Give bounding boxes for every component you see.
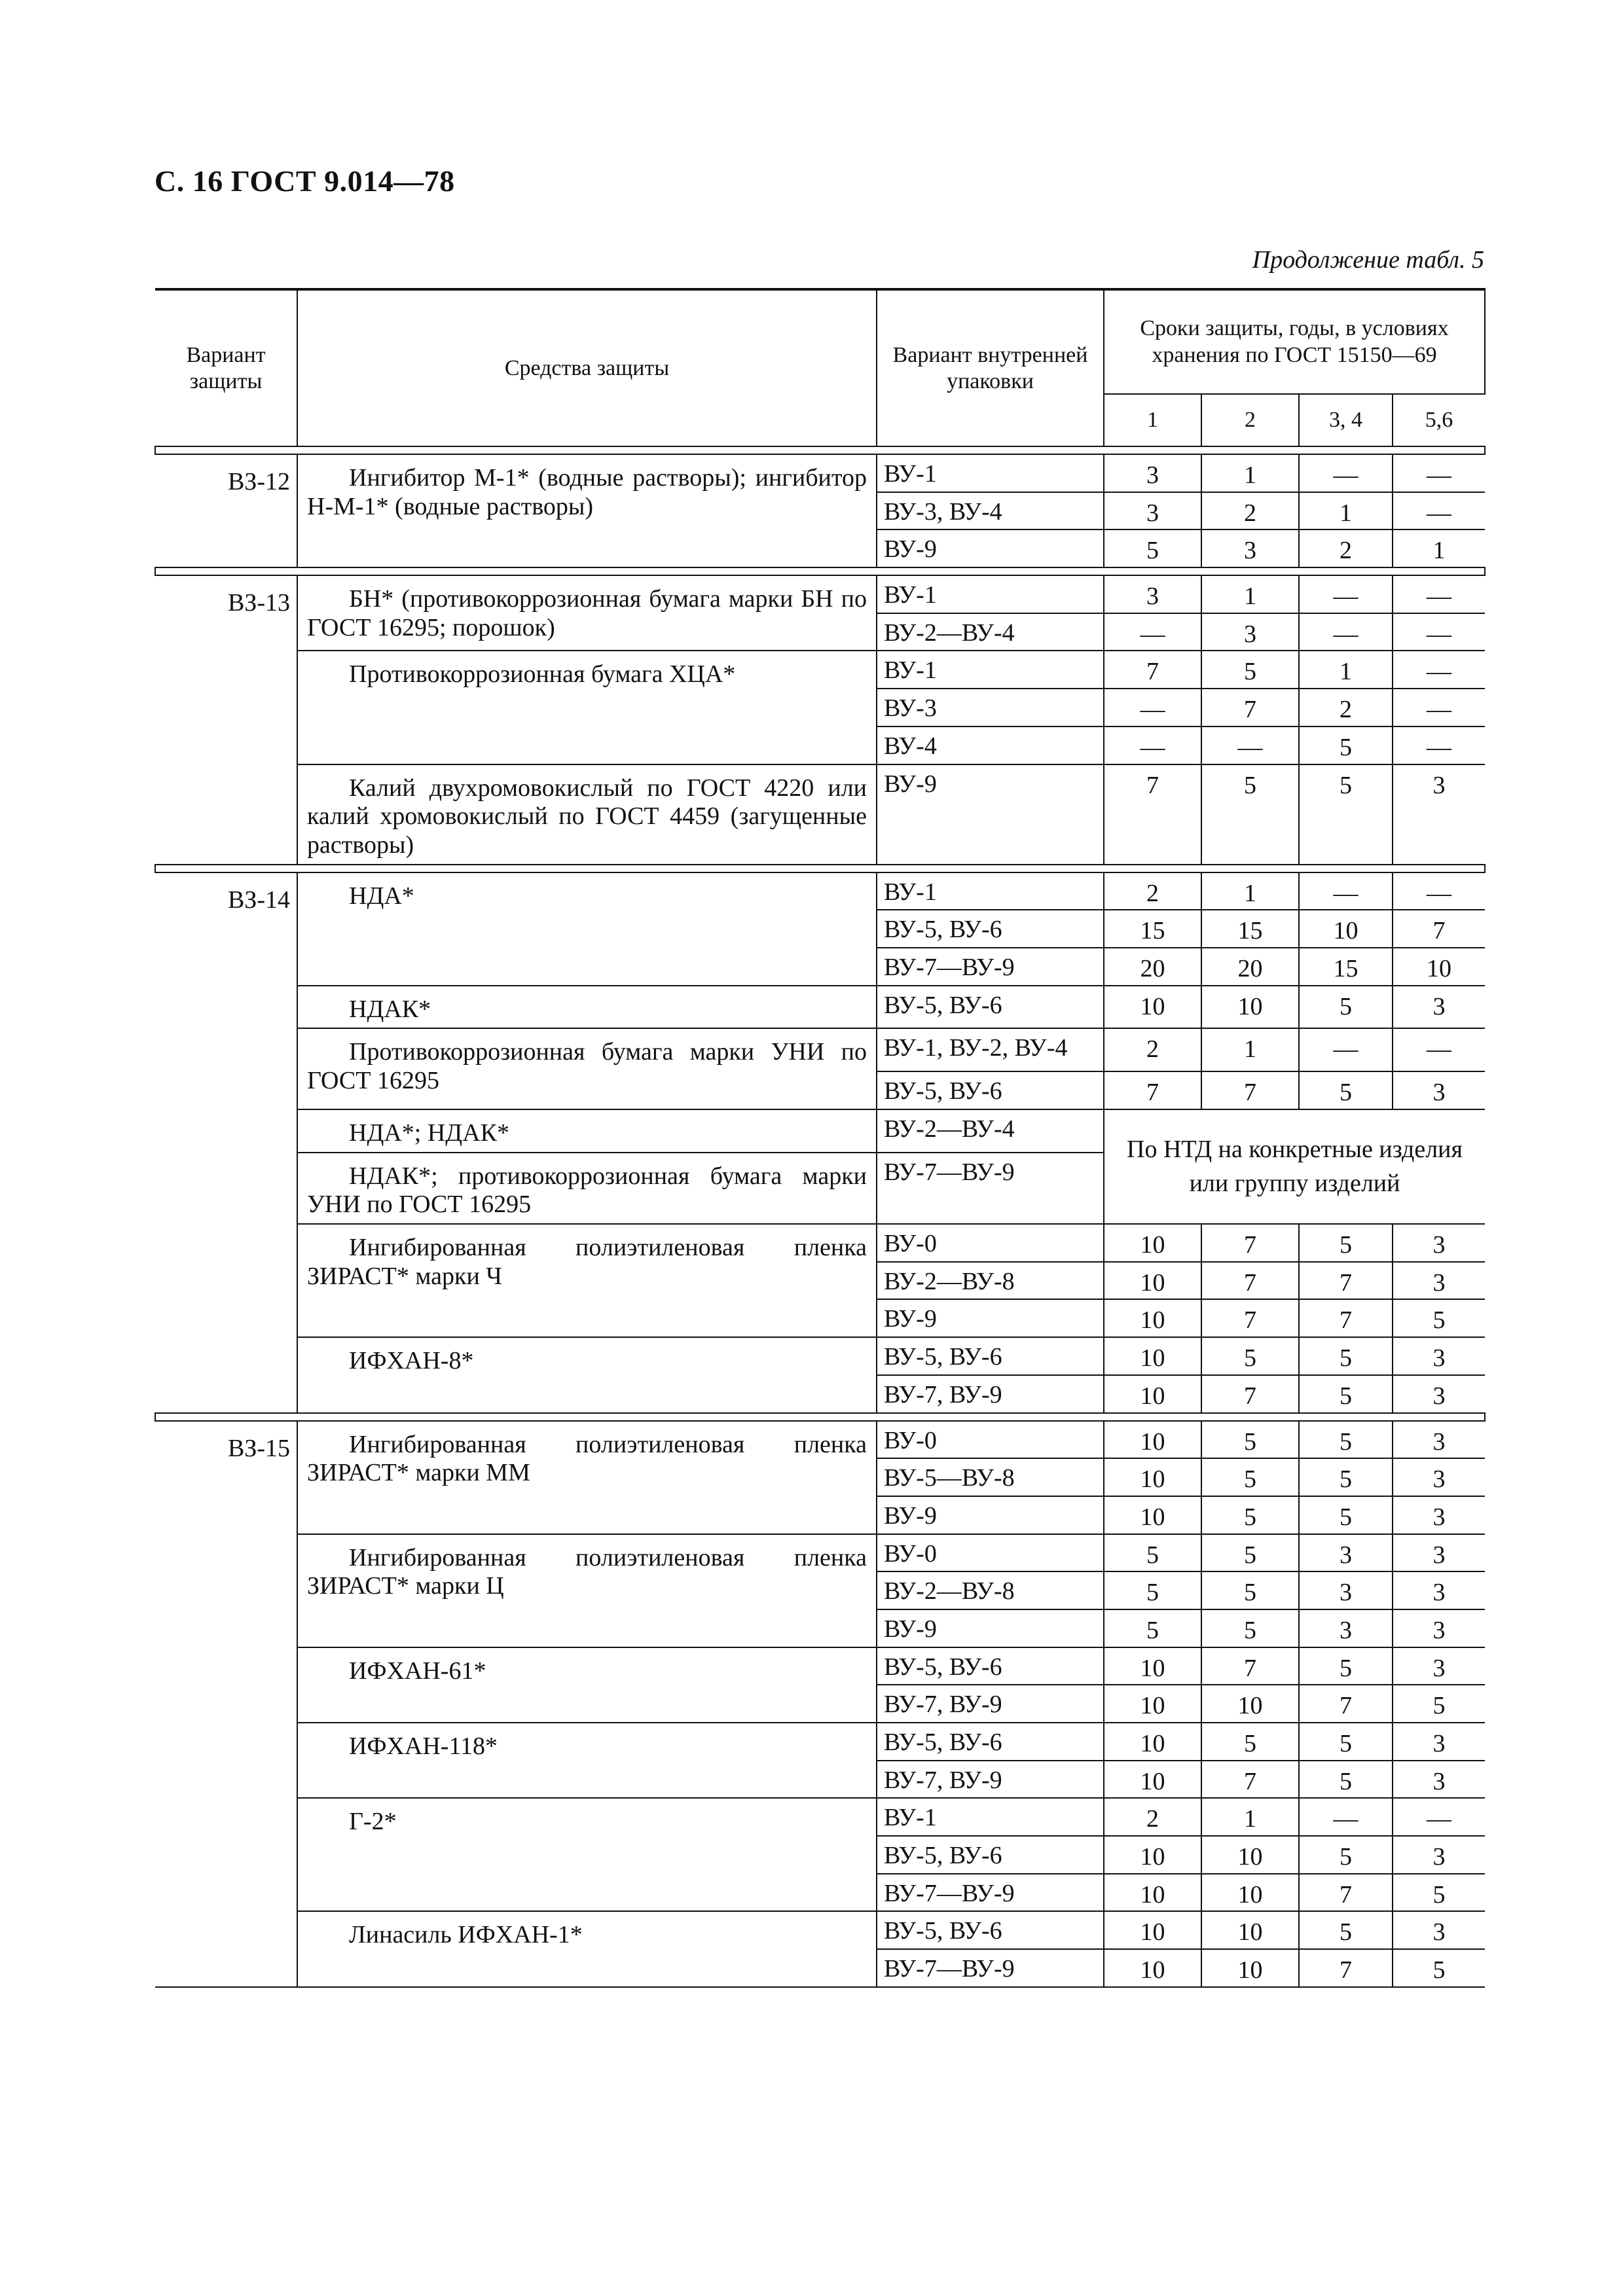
header-condition: 2 [1201,394,1299,446]
protection-period-value: 10 [1104,1723,1201,1761]
protection-means-cell [297,1723,877,1798]
protection-period-value: 3 [1393,1911,1485,1949]
protection-period-value: 5 [1201,764,1299,865]
protection-period-value: 5 [1299,1836,1393,1874]
protection-period-value: 7 [1104,764,1201,865]
packaging-variant-cell: ВУ-5, ВУ-6 [877,1071,1104,1109]
packaging-variant-cell: ВУ-2—ВУ-4 [877,1109,1104,1153]
protection-period-value: 15 [1201,910,1299,948]
protection-period-value: — [1393,1798,1485,1836]
protection-period-value: 5 [1104,1609,1201,1647]
separator-cell [155,1413,1485,1421]
protection-period-value: — [1393,689,1485,726]
protection-period-value: — [1393,726,1485,764]
protection-period-value: 10 [1104,1836,1201,1874]
table-row [155,1224,1485,1262]
protection-means-cell [297,986,877,1029]
table-row [155,764,1485,865]
protection-means-text: НДАК* [349,995,431,1023]
protection-table [155,288,1486,1988]
protection-period-value: — [1104,726,1201,764]
protection-period-value: 10 [1104,1949,1201,1987]
protection-period-value: 10 [1201,1836,1299,1874]
header-condition: 1 [1104,394,1201,446]
protection-period-value: 5 [1299,1337,1393,1375]
protection-period-value: 5 [1201,1723,1299,1761]
protection-period-value: 1 [1201,1798,1299,1836]
protection-means-cell [297,1798,877,1911]
protection-means-text: НДАК*; противокоррозионная бумага марки УНИ по ГОСТ 16295 [307,1162,867,1219]
protection-period-value: 3 [1393,1836,1485,1874]
packaging-variant-cell: ВУ-3, ВУ-4 [877,492,1104,530]
protection-period-value: 7 [1299,1262,1393,1300]
protection-period-value: 5 [1299,764,1393,865]
header-variant: Вариант защиты [155,289,297,446]
header-means: Средства защиты [297,289,877,446]
packaging-variant-cell: ВУ-5, ВУ-6 [877,1337,1104,1375]
protection-means-cell [297,1109,877,1153]
protection-period-value: 5 [1201,1571,1299,1609]
packaging-variant-cell: ВУ-5, ВУ-6 [877,910,1104,948]
table-row [155,1421,1485,1459]
protection-period-value: 5 [1299,1421,1393,1459]
protection-period-value: 5 [1299,1723,1393,1761]
packaging-variant-cell: ВУ-1 [877,1798,1104,1836]
protection-period-value: 5 [1104,1571,1201,1609]
protection-period-value: 3 [1393,1534,1485,1572]
protection-period-value: 5 [1299,1911,1393,1949]
protection-period-value: — [1393,1028,1485,1071]
protection-period-value: 7 [1201,1262,1299,1300]
protection-period-value: 10 [1104,1496,1201,1534]
protection-period-value: 7 [1299,1949,1393,1987]
group-separator [155,865,1485,872]
protection-period-value: — [1299,1798,1393,1836]
protection-period-value: 10 [1393,948,1485,986]
protection-period-value: 5 [1299,726,1393,764]
protection-period-value: 10 [1104,1421,1201,1459]
protection-period-value: 3 [1201,529,1299,567]
protection-period-value: 3 [1299,1571,1393,1609]
protection-period-value: 10 [1104,1458,1201,1496]
protection-means-text: Ингибитор М-1* (водные растворы); ингибитор Н-М-1* (водные растворы) [307,464,867,520]
protection-period-value: 10 [1104,1337,1201,1375]
protection-means-cell [297,454,877,567]
header-packaging: Вариант внутренней упаковки [877,289,1104,446]
protection-variant-cell: ВЗ-12 [155,454,297,567]
packaging-variant-cell: ВУ-5—ВУ-8 [877,1458,1104,1496]
protection-period-value: 1 [1201,872,1299,910]
header-protection-period: Сроки защиты, годы, в условиях хранения по ГОСТ 15150—69 [1104,289,1485,394]
protection-means-text: Калий двухромовокислый по ГОСТ 4220 или калий хромовокислый по ГОСТ 4459 (загущенные растворы) [307,774,867,859]
protection-means-cell [297,575,877,651]
protection-period-value: — [1104,613,1201,651]
protection-means-cell [297,1911,877,1986]
table-row [155,1534,1485,1572]
protection-period-value: 3 [1393,1071,1485,1109]
protection-period-value: 10 [1104,1299,1201,1337]
packaging-variant-cell: ВУ-9 [877,764,1104,865]
protection-variant-cell: ВЗ-14 [155,872,297,1413]
protection-period-value: 3 [1393,1458,1485,1496]
protection-period-value: 3 [1393,1375,1485,1413]
packaging-variant-cell: ВУ-7—ВУ-9 [877,948,1104,986]
protection-means-text: Ингибированная полиэтиленовая пленка ЗИРАСТ* марки ММ [307,1430,867,1487]
protection-means-text: НДА* [349,882,414,910]
protection-period-value: 10 [1104,986,1201,1029]
packaging-variant-cell: ВУ-4 [877,726,1104,764]
protection-period-value: 3 [1201,613,1299,651]
protection-period-value: — [1299,575,1393,613]
protection-period-value: — [1299,613,1393,651]
protection-period-value: 5 [1299,1375,1393,1413]
protection-period-value: 10 [1104,1224,1201,1262]
protection-means-text: Г-2* [349,1808,397,1836]
protection-period-value: — [1299,872,1393,910]
protection-means-text: Противокоррозионная бумага ХЦА* [349,660,736,689]
protection-period-value: 5 [1201,1534,1299,1572]
protection-period-value: 2 [1104,872,1201,910]
protection-period-value: 3 [1104,575,1201,613]
protection-period-value: 10 [1201,1949,1299,1987]
packaging-variant-cell: ВУ-7, ВУ-9 [877,1375,1104,1413]
protection-period-value: 7 [1393,910,1485,948]
protection-variant-cell: ВЗ-13 [155,575,297,865]
protection-period-value: 10 [1104,1647,1201,1685]
protection-period-value: 5 [1299,1224,1393,1262]
packaging-variant-cell: ВУ-7—ВУ-9 [877,1153,1104,1224]
table-row [155,575,1485,613]
protection-period-value: — [1104,689,1201,726]
protection-period-value: 3 [1299,1534,1393,1572]
protection-period-value: 5 [1104,1534,1201,1572]
protection-period-value: 5 [1299,986,1393,1029]
protection-period-value: 2 [1104,1028,1201,1071]
protection-period-value: 3 [1393,986,1485,1029]
protection-period-value: 1 [1299,492,1393,530]
protection-period-value: 3 [1104,454,1201,492]
table-row [155,872,1485,910]
table-row [155,1911,1485,1949]
group-separator [155,446,1485,454]
protection-period-value: 10 [1201,1685,1299,1723]
protection-period-value: 3 [1393,1224,1485,1262]
protection-period-value: 10 [1104,1874,1201,1912]
protection-means-cell [297,651,877,764]
protection-period-value: 1 [1201,575,1299,613]
table-body [155,446,1485,1987]
protection-period-value: 5 [1393,1874,1485,1912]
protection-period-value: 15 [1299,948,1393,986]
protection-period-value: — [1393,492,1485,530]
protection-period-value: 5 [1299,1647,1393,1685]
protection-period-value: — [1393,651,1485,689]
packaging-variant-cell: ВУ-1 [877,651,1104,689]
protection-means-cell [297,1153,877,1224]
protection-period-value: 3 [1393,1609,1485,1647]
packaging-variant-cell: ВУ-2—ВУ-4 [877,613,1104,651]
protection-period-value: 3 [1299,1609,1393,1647]
protection-period-value: 7 [1201,1071,1299,1109]
protection-period-value: 10 [1201,986,1299,1029]
protection-period-value: 3 [1393,1723,1485,1761]
protection-means-text: Ингибированная полиэтиленовая пленка ЗИРАСТ* марки Ч [307,1234,867,1290]
table-row [155,1647,1485,1685]
packaging-variant-cell: ВУ-7—ВУ-9 [877,1949,1104,1987]
protection-means-cell [297,1028,877,1109]
table-row [155,651,1485,689]
protection-period-value: — [1299,1028,1393,1071]
table-row [155,454,1485,492]
protection-period-value: 10 [1104,1262,1201,1300]
packaging-variant-cell: ВУ-7—ВУ-9 [877,1874,1104,1912]
packaging-variant-cell: ВУ-1, ВУ-2, ВУ-4 [877,1028,1104,1071]
protection-period-value: 7 [1299,1299,1393,1337]
protection-period-value: 20 [1201,948,1299,986]
protection-period-value: — [1393,575,1485,613]
packaging-variant-cell: ВУ-9 [877,1299,1104,1337]
separator-cell [155,865,1485,872]
protection-period-value: 7 [1299,1685,1393,1723]
protection-period-value: — [1393,613,1485,651]
packaging-variant-cell: ВУ-5, ВУ-6 [877,986,1104,1029]
packaging-variant-cell: ВУ-0 [877,1421,1104,1459]
protection-means-text: НДА*; НДАК* [349,1119,510,1147]
protection-means-text: ИФХАН-118* [349,1732,498,1760]
protection-period-value: 3 [1393,764,1485,865]
packaging-variant-cell: ВУ-5, ВУ-6 [877,1723,1104,1761]
protection-period-value: 5 [1299,1071,1393,1109]
protection-period-value: 7 [1201,1224,1299,1262]
table-row [155,1109,1485,1153]
packaging-variant-cell: ВУ-7, ВУ-9 [877,1761,1104,1799]
protection-period-value: 3 [1393,1571,1485,1609]
protection-period-value: 3 [1393,1761,1485,1799]
protection-period-value: 5 [1201,1421,1299,1459]
protection-period-value: 7 [1299,1874,1393,1912]
protection-means-cell [297,1337,877,1412]
protection-period-value: 5 [1299,1458,1393,1496]
group-separator [155,1413,1485,1421]
separator-cell [155,446,1485,454]
protection-means-text: БН* (противокоррозионная бумага марки БН по ГОСТ 16295; порошок) [307,585,867,641]
protection-period-value: 15 [1104,910,1201,948]
protection-period-value: 7 [1104,1071,1201,1109]
protection-period-value: 5 [1201,1458,1299,1496]
table-row [155,986,1485,1029]
protection-means-cell [297,1534,877,1647]
protection-period-value: 3 [1393,1421,1485,1459]
protection-means-text: Ингибированная полиэтиленовая пленка ЗИРАСТ* марки Ц [307,1543,867,1600]
packaging-variant-cell: ВУ-3 [877,689,1104,726]
protection-period-value: 2 [1201,492,1299,530]
packaging-variant-cell: ВУ-2—ВУ-8 [877,1262,1104,1300]
packaging-variant-cell: ВУ-5, ВУ-6 [877,1647,1104,1685]
protection-period-value: 5 [1201,1337,1299,1375]
protection-period-value: 3 [1393,1647,1485,1685]
protection-period-value: 1 [1393,529,1485,567]
protection-means-text: Противокоррозионная бумага марки УНИ по ГОСТ 16295 [307,1038,867,1094]
protection-table-container [155,288,1484,1988]
protection-period-value: 10 [1201,1911,1299,1949]
protection-period-value: 10 [1104,1761,1201,1799]
protection-means-text: Линасиль ИФХАН-1* [349,1921,583,1949]
protection-means-cell [297,1421,877,1534]
protection-period-value: 7 [1201,1761,1299,1799]
protection-period-value: 7 [1104,651,1201,689]
protection-means-cell [297,1224,877,1337]
packaging-variant-cell: ВУ-5, ВУ-6 [877,1911,1104,1949]
protection-period-value: 5 [1299,1761,1393,1799]
protection-period-value: 1 [1201,1028,1299,1071]
protection-means-text: ИФХАН-61* [349,1657,486,1685]
protection-period-value: 10 [1201,1874,1299,1912]
protection-period-value: 3 [1393,1262,1485,1300]
protection-period-value: 5 [1393,1949,1485,1987]
protection-period-value: 10 [1104,1685,1201,1723]
page-header: С. 16 ГОСТ 9.014—78 [155,164,455,198]
protection-period-value: 3 [1393,1337,1485,1375]
header-condition: 5,6 [1393,394,1485,446]
table-row [155,1028,1485,1071]
table-row [155,1723,1485,1761]
protection-means-cell [297,764,877,865]
protection-variant-cell: ВЗ-15 [155,1421,297,1987]
packaging-variant-cell: ВУ-7, ВУ-9 [877,1685,1104,1723]
packaging-variant-cell: ВУ-1 [877,454,1104,492]
protection-means-cell [297,872,877,986]
protection-period-value: 10 [1299,910,1393,948]
protection-period-value: 5 [1201,1496,1299,1534]
protection-period-value: 1 [1299,651,1393,689]
protection-period-value: — [1393,872,1485,910]
protection-period-value: 3 [1104,492,1201,530]
protection-period-value: 7 [1201,689,1299,726]
protection-period-value: 10 [1104,1375,1201,1413]
protection-period-note: По НТД на конкретные изделия или группу изделий [1104,1109,1485,1224]
packaging-variant-cell: ВУ-0 [877,1534,1104,1572]
protection-period-value: — [1393,454,1485,492]
protection-means-cell [297,1647,877,1723]
protection-period-value: 10 [1104,1911,1201,1949]
protection-period-value: 3 [1393,1496,1485,1534]
protection-period-value: — [1201,726,1299,764]
protection-period-value: 5 [1104,529,1201,567]
protection-period-value: 5 [1201,1609,1299,1647]
packaging-variant-cell: ВУ-1 [877,575,1104,613]
packaging-variant-cell: ВУ-0 [877,1224,1104,1262]
protection-period-value: 7 [1201,1299,1299,1337]
packaging-variant-cell: ВУ-2—ВУ-8 [877,1571,1104,1609]
protection-period-value: 5 [1393,1685,1485,1723]
protection-period-value: 7 [1201,1647,1299,1685]
packaging-variant-cell: ВУ-5, ВУ-6 [877,1836,1104,1874]
packaging-variant-cell: ВУ-9 [877,1609,1104,1647]
protection-period-value: 5 [1201,651,1299,689]
packaging-variant-cell: ВУ-1 [877,872,1104,910]
table-continuation-label: Продолжение табл. 5 [1252,246,1484,274]
table-row [155,1337,1485,1375]
header-condition: 3, 4 [1299,394,1393,446]
separator-cell [155,567,1485,575]
packaging-variant-cell: ВУ-9 [877,1496,1104,1534]
protection-period-value: — [1299,454,1393,492]
table-row [155,1798,1485,1836]
packaging-variant-cell: ВУ-9 [877,529,1104,567]
protection-period-value: 5 [1299,1496,1393,1534]
protection-period-value: 2 [1299,689,1393,726]
protection-period-value: 2 [1104,1798,1201,1836]
protection-period-value: 1 [1201,454,1299,492]
protection-period-value: 7 [1201,1375,1299,1413]
protection-period-value: 2 [1299,529,1393,567]
protection-period-value: 20 [1104,948,1201,986]
protection-means-text: ИФХАН-8* [349,1347,474,1375]
group-separator [155,567,1485,575]
protection-period-value: 5 [1393,1299,1485,1337]
